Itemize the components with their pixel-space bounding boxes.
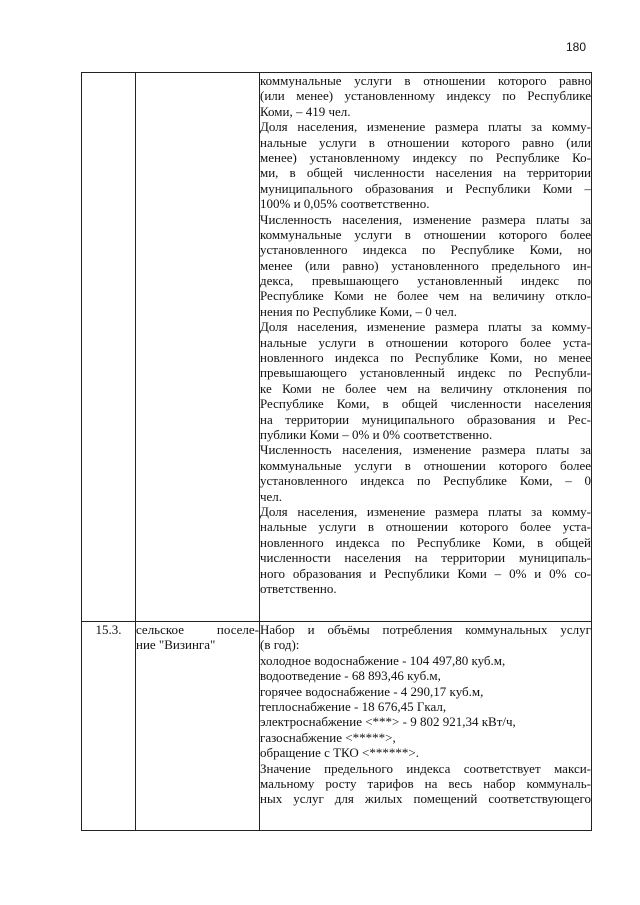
text-line: горячее водоснабжение - 4 290,17 куб.м,: [260, 683, 484, 699]
text-line: коммунальные услуги в отношении которого равно: [260, 73, 591, 88]
text-line: 100% и 0,05% соответственно.: [260, 196, 430, 212]
text-line: Набор и объёмы потребления коммунальных услуг: [260, 622, 591, 637]
settlement-name-line: сельское поселе-: [136, 622, 259, 637]
text-line: Численность населения, изменение размера платы за: [260, 211, 591, 227]
table-row: [82, 73, 592, 622]
row-number-cell: [82, 73, 136, 622]
text-line: газоснабжение <*****>,: [260, 729, 396, 745]
settlement-name-cell: [136, 73, 260, 622]
table-row: [82, 622, 592, 831]
text-line: ного образования и Республики Коми – 0% и 0% со-: [260, 565, 591, 581]
text-line: муниципального образования и Республики Коми –: [260, 180, 591, 196]
text-line: превышающего установленный индекс по Республи-: [260, 365, 591, 381]
text-line: теплоснабжение - 18 676,45 Гкал,: [260, 698, 447, 714]
description-cell: [260, 73, 592, 622]
text-line: нальные услуги в отношении которого равно (или: [260, 134, 591, 150]
text-line: Доля населения, изменение размера платы за комму-: [260, 503, 591, 519]
text-line: публики Коми – 0% и 0% соответственно.: [260, 426, 493, 442]
text-line: водоотведение - 68 893,46 куб.м,: [260, 668, 441, 684]
text-line: установленного индекса по Республике Коми, но: [260, 242, 591, 258]
row-number-cell: [82, 622, 136, 831]
text-line: на территории муниципального образования и Рес-: [260, 411, 591, 427]
text-line: чел.: [260, 488, 283, 504]
text-line: электроснабжение <***> - 9 802 921,34 кВт/ч,: [260, 714, 516, 730]
text-line: (или менее) установленному индексу по Республике: [260, 88, 591, 104]
text-line: установленного индекса по Республике Коми, – 0: [260, 473, 591, 489]
text-line: (в год):: [260, 637, 300, 653]
text-line: холодное водоснабжение - 104 497,80 куб.м,: [260, 652, 506, 668]
text-line: Значение предельного индекса соответствует макси-: [260, 760, 591, 776]
settlement-name-line: ние "Визинга": [136, 637, 216, 653]
text-line: менее) установленному индексу по Республике Ко-: [260, 149, 591, 165]
text-line: новленного индекса по Республике Коми, но менее: [260, 350, 591, 366]
text-line: менее (или равно) установленного предельного ин-: [260, 257, 591, 273]
text-line: Доля населения, изменение размера платы за комму-: [260, 319, 591, 335]
text-line: коммунальные услуги в отношении которого более: [260, 457, 591, 473]
row-number: 15.3.: [95, 622, 122, 637]
text-line: Республике Коми, в общей численности населения: [260, 396, 591, 412]
text-line: нальные услуги в отношении которого более уста-: [260, 519, 591, 535]
text-line: коммунальные услуги в отношении которого более: [260, 226, 591, 242]
text-line: нальные услуги в отношении которого более уста-: [260, 334, 591, 350]
text-line: ных услуг для жилых помещений соответствующего: [260, 791, 591, 807]
text-line: Доля населения, изменение размера платы за комму-: [260, 119, 591, 135]
text-line: Республике Коми не более чем на величину откло-: [260, 288, 591, 304]
text-line: нения по Республике Коми, – 0 чел.: [260, 303, 458, 319]
text-line: новленного индекса по Республике Коми, в общей: [260, 534, 591, 550]
text-line: обращение с ТКО <******>.: [260, 745, 419, 761]
text-line: численности населения на территории муниципаль-: [260, 550, 591, 566]
text-line: Коми, – 419 чел.: [260, 103, 351, 119]
settlement-name-cell: [136, 622, 260, 831]
text-line: ке Коми не более чем на величину отклонения по: [260, 380, 591, 396]
text-line: Численность населения, изменение размера платы за: [260, 442, 591, 458]
text-line: мальному росту тарифов на весь набор коммуналь-: [260, 775, 591, 791]
description-cell: [260, 622, 592, 831]
text-line: ми, в общей численности населения на территории: [260, 165, 591, 181]
document-table: [81, 72, 592, 831]
text-line: ответственно.: [260, 580, 337, 596]
page-number: 180: [566, 40, 587, 54]
text-line: декса, превышающего установленный индекс по: [260, 273, 591, 289]
